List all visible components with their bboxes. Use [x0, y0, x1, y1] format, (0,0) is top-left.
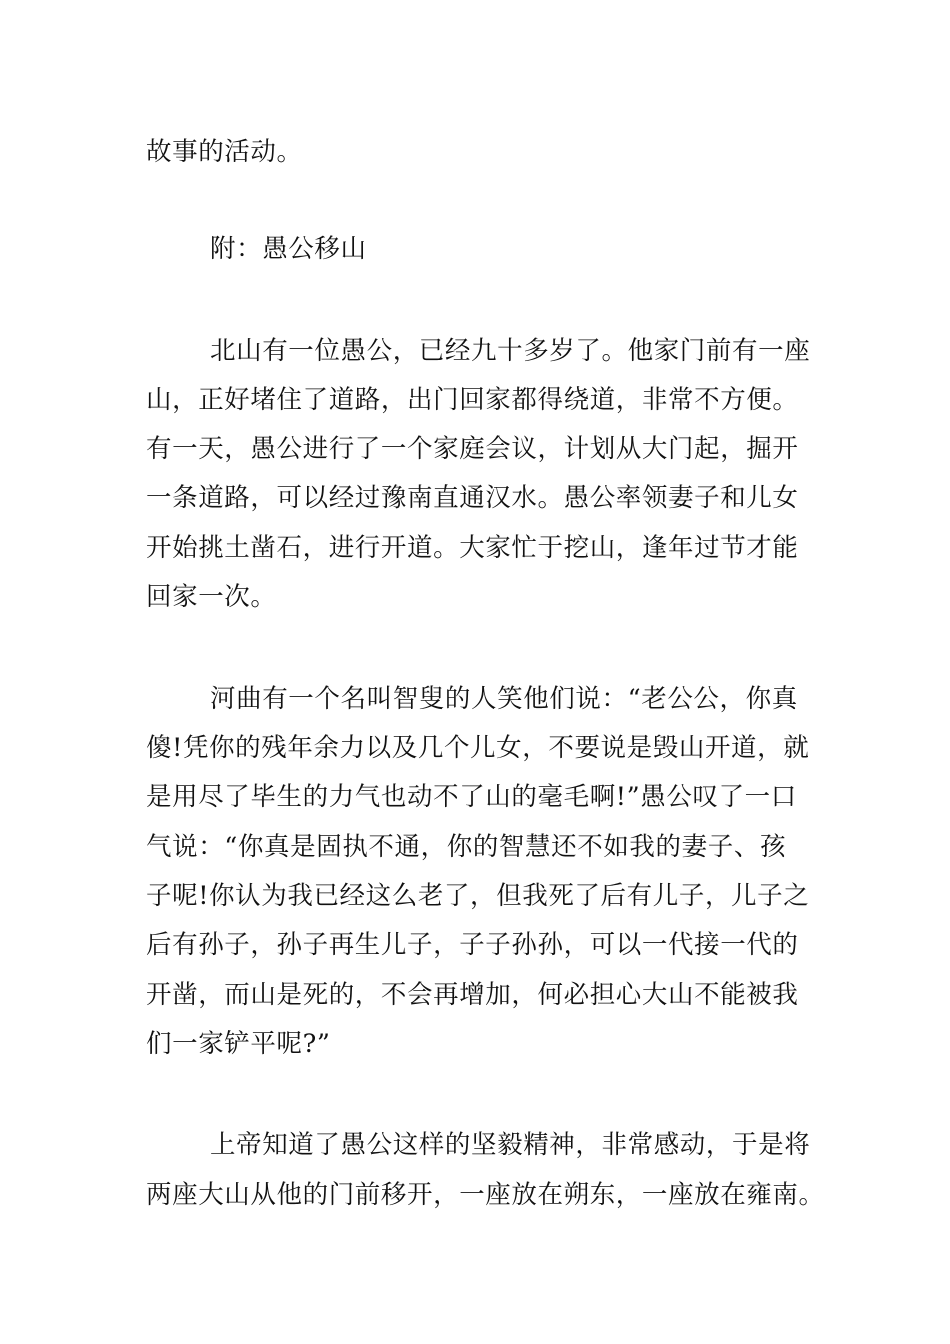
paragraph-line: 一条道路，可以经过豫南直通汉水。愚公率领妻子和儿女 — [146, 483, 799, 513]
paragraph-line: 开凿，而山是死的，不会再增加，何必担心大山不能被我 — [146, 980, 799, 1010]
paragraph-line: 是用尽了毕生的力气也动不了山的毫毛啊!”愚公叹了一口 — [146, 782, 797, 812]
paragraph-line: 子呢!你认为我已经这么老了，但我死了后有儿子，儿子之 — [146, 881, 810, 911]
paragraph-line: 山，正好堵住了道路，出门回家都得绕道，非常不方便。 — [146, 385, 799, 415]
paragraph-line: 气说：“你真是固执不通，你的智慧还不如我的妻子、孩 — [146, 832, 787, 862]
paragraph-line: 河曲有一个名叫智叟的人笑他们说：“老公公，你真 — [210, 684, 798, 714]
continuation-line: 故事的活动。 — [146, 137, 303, 167]
paragraph-line: 回家一次。 — [146, 582, 277, 612]
appendix-heading: 附：愚公移山 — [210, 234, 367, 264]
paragraph-line: 们一家铲平呢?” — [146, 1029, 331, 1059]
paragraph-line: 后有孙子，孙子再生儿子，子子孙孙，可以一代接一代的 — [146, 930, 799, 960]
paragraph-line: 两座大山从他的门前移开，一座放在朔东，一座放在雍南。 — [146, 1180, 825, 1210]
paragraph-line: 傻!凭你的残年余力以及几个儿女，不要说是毁山开道，就 — [146, 733, 810, 763]
paragraph-line: 北山有一位愚公，已经九十多岁了。他家门前有一座 — [210, 336, 811, 366]
paragraph-line: 上帝知道了愚公这样的坚毅精神，非常感动，于是将 — [210, 1130, 811, 1160]
paragraph-line: 有一天，愚公进行了一个家庭会议，计划从大门起，掘开 — [146, 434, 799, 464]
paragraph-line: 开始挑土凿石，进行开道。大家忙于挖山，逢年过节才能 — [146, 533, 799, 563]
